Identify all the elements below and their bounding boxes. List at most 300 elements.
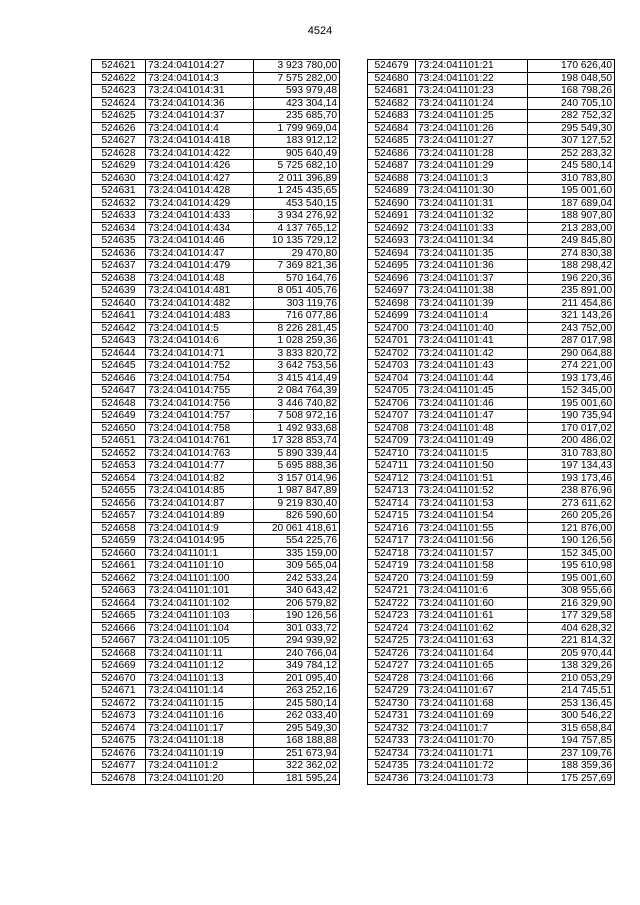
- cadastral-number: 73:24:041014:429: [146, 197, 254, 210]
- table-row: [368, 522, 615, 535]
- record-number: 524736: [368, 772, 416, 785]
- table-row: [92, 222, 340, 235]
- cadastral-value: 211 454,86: [528, 297, 615, 310]
- cadastral-value: 252 283,32: [528, 147, 615, 160]
- table-row: [368, 485, 615, 498]
- record-number: 524669: [92, 660, 146, 673]
- left-table-body: [92, 60, 340, 785]
- cadastral-number: 73:24:041101:100: [146, 572, 254, 585]
- cadastral-number: 73:24:041101:36: [416, 260, 528, 273]
- cadastral-value: 152 345,00: [528, 385, 615, 398]
- table-row: [92, 347, 340, 360]
- record-number: 524649: [92, 410, 146, 423]
- table-row: [368, 647, 615, 660]
- table-row: [92, 185, 340, 198]
- cadastral-number: 73:24:041101:70: [416, 735, 528, 748]
- table-row: [92, 360, 340, 373]
- table-row: [92, 660, 340, 673]
- cadastral-number: 73:24:041101:42: [416, 347, 528, 360]
- record-number: 524727: [368, 660, 416, 673]
- cadastral-number: 73:24:041101:104: [146, 622, 254, 635]
- cadastral-value: 17 328 853,74: [254, 435, 340, 448]
- table-row: [92, 447, 340, 460]
- cadastral-value: 262 033,40: [254, 710, 340, 723]
- cadastral-number: 73:24:041101:64: [416, 647, 528, 660]
- cadastral-number: 73:24:041014:433: [146, 210, 254, 223]
- record-number: 524714: [368, 497, 416, 510]
- table-row: [92, 585, 340, 598]
- table-row: [92, 522, 340, 535]
- cadastral-number: 73:24:041014:422: [146, 147, 254, 160]
- table-row: [368, 172, 615, 185]
- record-number: 524678: [92, 772, 146, 785]
- table-row: [92, 647, 340, 660]
- cadastral-value: 195 001,60: [528, 185, 615, 198]
- table-row: [92, 760, 340, 773]
- cadastral-value: 170 626,40: [528, 60, 615, 73]
- cadastral-value: 301 033,72: [254, 622, 340, 635]
- record-number: 524640: [92, 297, 146, 310]
- cadastral-number: 73:24:041101:58: [416, 560, 528, 573]
- cadastral-number: 73:24:041014:483: [146, 310, 254, 323]
- table-row: [92, 485, 340, 498]
- table-row: [368, 210, 615, 223]
- table-row: [92, 435, 340, 448]
- table-row: [92, 285, 340, 298]
- cadastral-number: 73:24:041101:103: [146, 610, 254, 623]
- record-number: 524632: [92, 197, 146, 210]
- cadastral-number: 73:24:041101:68: [416, 697, 528, 710]
- cadastral-value: 300 546,22: [528, 710, 615, 723]
- record-number: 524621: [92, 60, 146, 73]
- cadastral-number: 73:24:041101:46: [416, 397, 528, 410]
- cadastral-number: 73:24:041014:71: [146, 347, 254, 360]
- record-number: 524686: [368, 147, 416, 160]
- table-row: [92, 385, 340, 398]
- record-number: 524653: [92, 460, 146, 473]
- table-row: [92, 497, 340, 510]
- cadastral-number: 73:24:041101:56: [416, 535, 528, 548]
- table-row: [92, 297, 340, 310]
- table-row: [92, 210, 340, 223]
- cadastral-number: 73:24:041101:1: [146, 547, 254, 560]
- record-number: 524698: [368, 297, 416, 310]
- record-number: 524718: [368, 547, 416, 560]
- record-number: 524701: [368, 335, 416, 348]
- cadastral-number: 73:24:041101:66: [416, 672, 528, 685]
- cadastral-number: 73:24:041101:14: [146, 685, 254, 698]
- cadastral-number: 73:24:041014:3: [146, 72, 254, 85]
- table-row: [368, 747, 615, 760]
- record-number: 524735: [368, 760, 416, 773]
- table-row: [368, 235, 615, 248]
- record-number: 524677: [92, 760, 146, 773]
- table-row: [92, 560, 340, 573]
- cadastral-value: 273 611,62: [528, 497, 615, 510]
- cadastral-value: 287 017,98: [528, 335, 615, 348]
- cadastral-value: 335 159,00: [254, 547, 340, 560]
- cadastral-value: 3 415 414,49: [254, 372, 340, 385]
- record-number: 524624: [92, 97, 146, 110]
- record-number: 524724: [368, 622, 416, 635]
- record-number: 524695: [368, 260, 416, 273]
- cadastral-number: 73:24:041014:46: [146, 235, 254, 248]
- record-number: 524645: [92, 360, 146, 373]
- cadastral-number: 73:24:041014:77: [146, 460, 254, 473]
- table-row: [92, 97, 340, 110]
- record-number: 524719: [368, 560, 416, 573]
- cadastral-value: 201 095,40: [254, 672, 340, 685]
- cadastral-value: 340 643,42: [254, 585, 340, 598]
- table-row: [368, 97, 615, 110]
- cadastral-number: 73:24:041101:15: [146, 697, 254, 710]
- cadastral-value: 1 492 933,68: [254, 422, 340, 435]
- table-row: [92, 322, 340, 335]
- record-number: 524710: [368, 447, 416, 460]
- record-number: 524685: [368, 135, 416, 148]
- record-number: 524623: [92, 85, 146, 98]
- cadastral-value: 240 766,04: [254, 647, 340, 660]
- table-row: [92, 622, 340, 635]
- record-number: 524625: [92, 110, 146, 123]
- cadastral-number: 73:24:041101:35: [416, 247, 528, 260]
- table-row: [368, 360, 615, 373]
- cadastral-value: 5 725 682,10: [254, 160, 340, 173]
- cadastral-value: 240 705,10: [528, 97, 615, 110]
- cadastral-value: 195 610,98: [528, 560, 615, 573]
- table-row: [92, 272, 340, 285]
- cadastral-number: 73:24:041014:428: [146, 185, 254, 198]
- cadastral-number: 73:24:041101:62: [416, 622, 528, 635]
- record-number: 524641: [92, 310, 146, 323]
- table-row: [92, 160, 340, 173]
- table-row: [368, 247, 615, 260]
- cadastral-number: 73:24:041101:13: [146, 672, 254, 685]
- cadastral-value: 187 689,04: [528, 197, 615, 210]
- table-row: [92, 235, 340, 248]
- record-number: 524723: [368, 610, 416, 623]
- cadastral-value: 221 814,32: [528, 635, 615, 648]
- cadastral-value: 3 833 820,72: [254, 347, 340, 360]
- cadastral-number: 73:24:041014:5: [146, 322, 254, 335]
- record-number: 524713: [368, 485, 416, 498]
- table-row: [368, 635, 615, 648]
- table-row: [368, 185, 615, 198]
- cadastral-value: 198 048,50: [528, 72, 615, 85]
- record-number: 524648: [92, 397, 146, 410]
- cadastral-value: 195 001,60: [528, 397, 615, 410]
- record-number: 524661: [92, 560, 146, 573]
- table-row: [92, 610, 340, 623]
- cadastral-number: 73:24:041101:23: [416, 85, 528, 98]
- cadastral-value: 193 173,46: [528, 472, 615, 485]
- cadastral-value: 310 783,80: [528, 447, 615, 460]
- cadastral-value: 1 987 847,89: [254, 485, 340, 498]
- cadastral-value: 243 752,00: [528, 322, 615, 335]
- cadastral-value: 238 876,96: [528, 485, 615, 498]
- cadastral-value: 183 912,12: [254, 135, 340, 148]
- cadastral-number: 73:24:041101:57: [416, 547, 528, 560]
- cadastral-number: 73:24:041101:71: [416, 747, 528, 760]
- record-number: 524670: [92, 672, 146, 685]
- table-row: [368, 497, 615, 510]
- cadastral-number: 73:24:041101:54: [416, 510, 528, 523]
- cadastral-number: 73:24:041101:11: [146, 647, 254, 660]
- table-row: [92, 172, 340, 185]
- cadastral-value: 570 164,76: [254, 272, 340, 285]
- record-number: 524673: [92, 710, 146, 723]
- record-number: 524660: [92, 547, 146, 560]
- table-row: [368, 760, 615, 773]
- record-number: 524728: [368, 672, 416, 685]
- cadastral-number: 73:24:041014:482: [146, 297, 254, 310]
- cadastral-number: 73:24:041101:6: [416, 585, 528, 598]
- record-number: 524715: [368, 510, 416, 523]
- cadastral-value: 251 673,94: [254, 747, 340, 760]
- cadastral-value: 5 890 339,44: [254, 447, 340, 460]
- right-data-table: [367, 59, 615, 785]
- table-row: [368, 197, 615, 210]
- cadastral-value: 193 173,46: [528, 372, 615, 385]
- record-number: 524705: [368, 385, 416, 398]
- cadastral-number: 73:24:041101:32: [416, 210, 528, 223]
- cadastral-value: 175 257,69: [528, 772, 615, 785]
- cadastral-value: 303 119,76: [254, 297, 340, 310]
- cadastral-number: 73:24:041014:754: [146, 372, 254, 385]
- table-row: [368, 310, 615, 323]
- cadastral-value: 181 595,24: [254, 772, 340, 785]
- record-number: 524668: [92, 647, 146, 660]
- record-number: 524659: [92, 535, 146, 548]
- record-number: 524706: [368, 397, 416, 410]
- cadastral-number: 73:24:041014:37: [146, 110, 254, 123]
- record-number: 524629: [92, 160, 146, 173]
- record-number: 524726: [368, 647, 416, 660]
- cadastral-number: 73:24:041101:67: [416, 685, 528, 698]
- cadastral-value: 8 226 281,45: [254, 322, 340, 335]
- cadastral-value: 321 143,26: [528, 310, 615, 323]
- cadastral-value: 310 783,80: [528, 172, 615, 185]
- record-number: 524729: [368, 685, 416, 698]
- cadastral-value: 3 446 740,82: [254, 397, 340, 410]
- record-number: 524692: [368, 222, 416, 235]
- record-number: 524716: [368, 522, 416, 535]
- record-number: 524691: [368, 210, 416, 223]
- cadastral-value: 196 220,36: [528, 272, 615, 285]
- table-row: [368, 460, 615, 473]
- cadastral-value: 263 252,16: [254, 685, 340, 698]
- record-number: 524689: [368, 185, 416, 198]
- table-row: [368, 410, 615, 423]
- cadastral-value: 200 486,02: [528, 435, 615, 448]
- cadastral-number: 73:24:041101:19: [146, 747, 254, 760]
- cadastral-number: 73:24:041101:22: [416, 72, 528, 85]
- cadastral-number: 73:24:041014:87: [146, 497, 254, 510]
- table-row: [368, 547, 615, 560]
- record-number: 524664: [92, 597, 146, 610]
- cadastral-number: 73:24:041014:85: [146, 485, 254, 498]
- page-number: 4524: [307, 25, 333, 37]
- table-row: [368, 297, 615, 310]
- record-number: 524638: [92, 272, 146, 285]
- table-row: [92, 747, 340, 760]
- cadastral-number: 73:24:041014:761: [146, 435, 254, 448]
- table-row: [368, 572, 615, 585]
- table-row: [368, 672, 615, 685]
- cadastral-number: 73:24:041101:44: [416, 372, 528, 385]
- cadastral-number: 73:24:041101:41: [416, 335, 528, 348]
- record-number: 524696: [368, 272, 416, 285]
- cadastral-number: 73:24:041101:33: [416, 222, 528, 235]
- record-number: 524712: [368, 472, 416, 485]
- cadastral-number: 73:24:041014:36: [146, 97, 254, 110]
- cadastral-value: 2 011 396,89: [254, 172, 340, 185]
- record-number: 524681: [368, 85, 416, 98]
- cadastral-value: 7 508 972,16: [254, 410, 340, 423]
- table-row: [368, 685, 615, 698]
- record-number: 524622: [92, 72, 146, 85]
- record-number: 524674: [92, 722, 146, 735]
- record-number: 524704: [368, 372, 416, 385]
- cadastral-value: 245 580,14: [254, 697, 340, 710]
- table-row: [92, 335, 340, 348]
- record-number: 524687: [368, 160, 416, 173]
- cadastral-number: 73:24:041101:63: [416, 635, 528, 648]
- table-row: [368, 710, 615, 723]
- record-number: 524682: [368, 97, 416, 110]
- cadastral-value: 4 137 765,12: [254, 222, 340, 235]
- cadastral-value: 1 799 969,04: [254, 122, 340, 135]
- record-number: 524680: [368, 72, 416, 85]
- cadastral-value: 7 369 821,36: [254, 260, 340, 273]
- table-row: [92, 597, 340, 610]
- table-row: [92, 460, 340, 473]
- cadastral-value: 7 575 282,00: [254, 72, 340, 85]
- cadastral-number: 73:24:041101:21: [416, 60, 528, 73]
- record-number: 524697: [368, 285, 416, 298]
- table-row: [368, 85, 615, 98]
- table-row: [368, 772, 615, 785]
- table-row: [92, 635, 340, 648]
- table-row: [92, 60, 340, 73]
- cadastral-value: 190 126,56: [528, 535, 615, 548]
- record-number: 524731: [368, 710, 416, 723]
- record-number: 524688: [368, 172, 416, 185]
- cadastral-value: 29 470,80: [254, 247, 340, 260]
- cadastral-value: 168 798,26: [528, 85, 615, 98]
- cadastral-number: 73:24:041101:17: [146, 722, 254, 735]
- cadastral-number: 73:24:041101:31: [416, 197, 528, 210]
- record-number: 524665: [92, 610, 146, 623]
- table-row: [368, 285, 615, 298]
- record-number: 524708: [368, 422, 416, 435]
- record-number: 524702: [368, 347, 416, 360]
- table-row: [92, 697, 340, 710]
- record-number: 524734: [368, 747, 416, 760]
- cadastral-value: 322 362,02: [254, 760, 340, 773]
- table-row: [368, 347, 615, 360]
- record-number: 524627: [92, 135, 146, 148]
- cadastral-number: 73:24:041101:28: [416, 147, 528, 160]
- record-number: 524732: [368, 722, 416, 735]
- table-row: [368, 510, 615, 523]
- cadastral-value: 190 735,94: [528, 410, 615, 423]
- cadastral-value: 188 298,42: [528, 260, 615, 273]
- table-row: [368, 260, 615, 273]
- cadastral-value: 3 157 014,96: [254, 472, 340, 485]
- cadastral-number: 73:24:041101:52: [416, 485, 528, 498]
- record-number: 524633: [92, 210, 146, 223]
- table-row: [92, 397, 340, 410]
- cadastral-value: 274 830,38: [528, 247, 615, 260]
- table-row: [368, 160, 615, 173]
- table-row: [368, 472, 615, 485]
- cadastral-number: 73:24:041101:25: [416, 110, 528, 123]
- table-row: [368, 135, 615, 148]
- cadastral-value: 1 245 435,65: [254, 185, 340, 198]
- record-number: 524643: [92, 335, 146, 348]
- table-row: [368, 735, 615, 748]
- cadastral-number: 73:24:041101:65: [416, 660, 528, 673]
- table-row: [368, 385, 615, 398]
- cadastral-value: 138 329,26: [528, 660, 615, 673]
- cadastral-value: 20 061 418,61: [254, 522, 340, 535]
- cadastral-number: 73:24:041101:34: [416, 235, 528, 248]
- record-number: 524684: [368, 122, 416, 135]
- record-number: 524628: [92, 147, 146, 160]
- record-number: 524635: [92, 235, 146, 248]
- cadastral-value: 309 565,04: [254, 560, 340, 573]
- table-row: [368, 560, 615, 573]
- table-row: [92, 310, 340, 323]
- table-row: [368, 397, 615, 410]
- cadastral-number: 73:24:041101:49: [416, 435, 528, 448]
- record-number: 524690: [368, 197, 416, 210]
- cadastral-number: 73:24:041101:50: [416, 460, 528, 473]
- cadastral-number: 73:24:041014:755: [146, 385, 254, 398]
- record-number: 524711: [368, 460, 416, 473]
- cadastral-value: 2 084 764,39: [254, 385, 340, 398]
- record-number: 524709: [368, 435, 416, 448]
- table-row: [368, 697, 615, 710]
- cadastral-number: 73:24:041101:45: [416, 385, 528, 398]
- table-row: [92, 735, 340, 748]
- cadastral-value: 210 053,29: [528, 672, 615, 685]
- record-number: 524656: [92, 497, 146, 510]
- cadastral-value: 245 580,14: [528, 160, 615, 173]
- cadastral-number: 73:24:041101:30: [416, 185, 528, 198]
- record-number: 524666: [92, 622, 146, 635]
- table-row: [92, 535, 340, 548]
- record-number: 524646: [92, 372, 146, 385]
- cadastral-value: 826 590,60: [254, 510, 340, 523]
- cadastral-value: 453 540,15: [254, 197, 340, 210]
- table-row: [92, 72, 340, 85]
- table-row: [92, 572, 340, 585]
- table-row: [92, 472, 340, 485]
- cadastral-number: 73:24:041101:12: [146, 660, 254, 673]
- table-row: [92, 247, 340, 260]
- record-number: 524658: [92, 522, 146, 535]
- record-number: 524700: [368, 322, 416, 335]
- cadastral-value: 404 628,32: [528, 622, 615, 635]
- cadastral-value: 10 135 729,12: [254, 235, 340, 248]
- record-number: 524642: [92, 322, 146, 335]
- table-row: [368, 122, 615, 135]
- table-row: [368, 422, 615, 435]
- table-row: [368, 72, 615, 85]
- table-row: [92, 135, 340, 148]
